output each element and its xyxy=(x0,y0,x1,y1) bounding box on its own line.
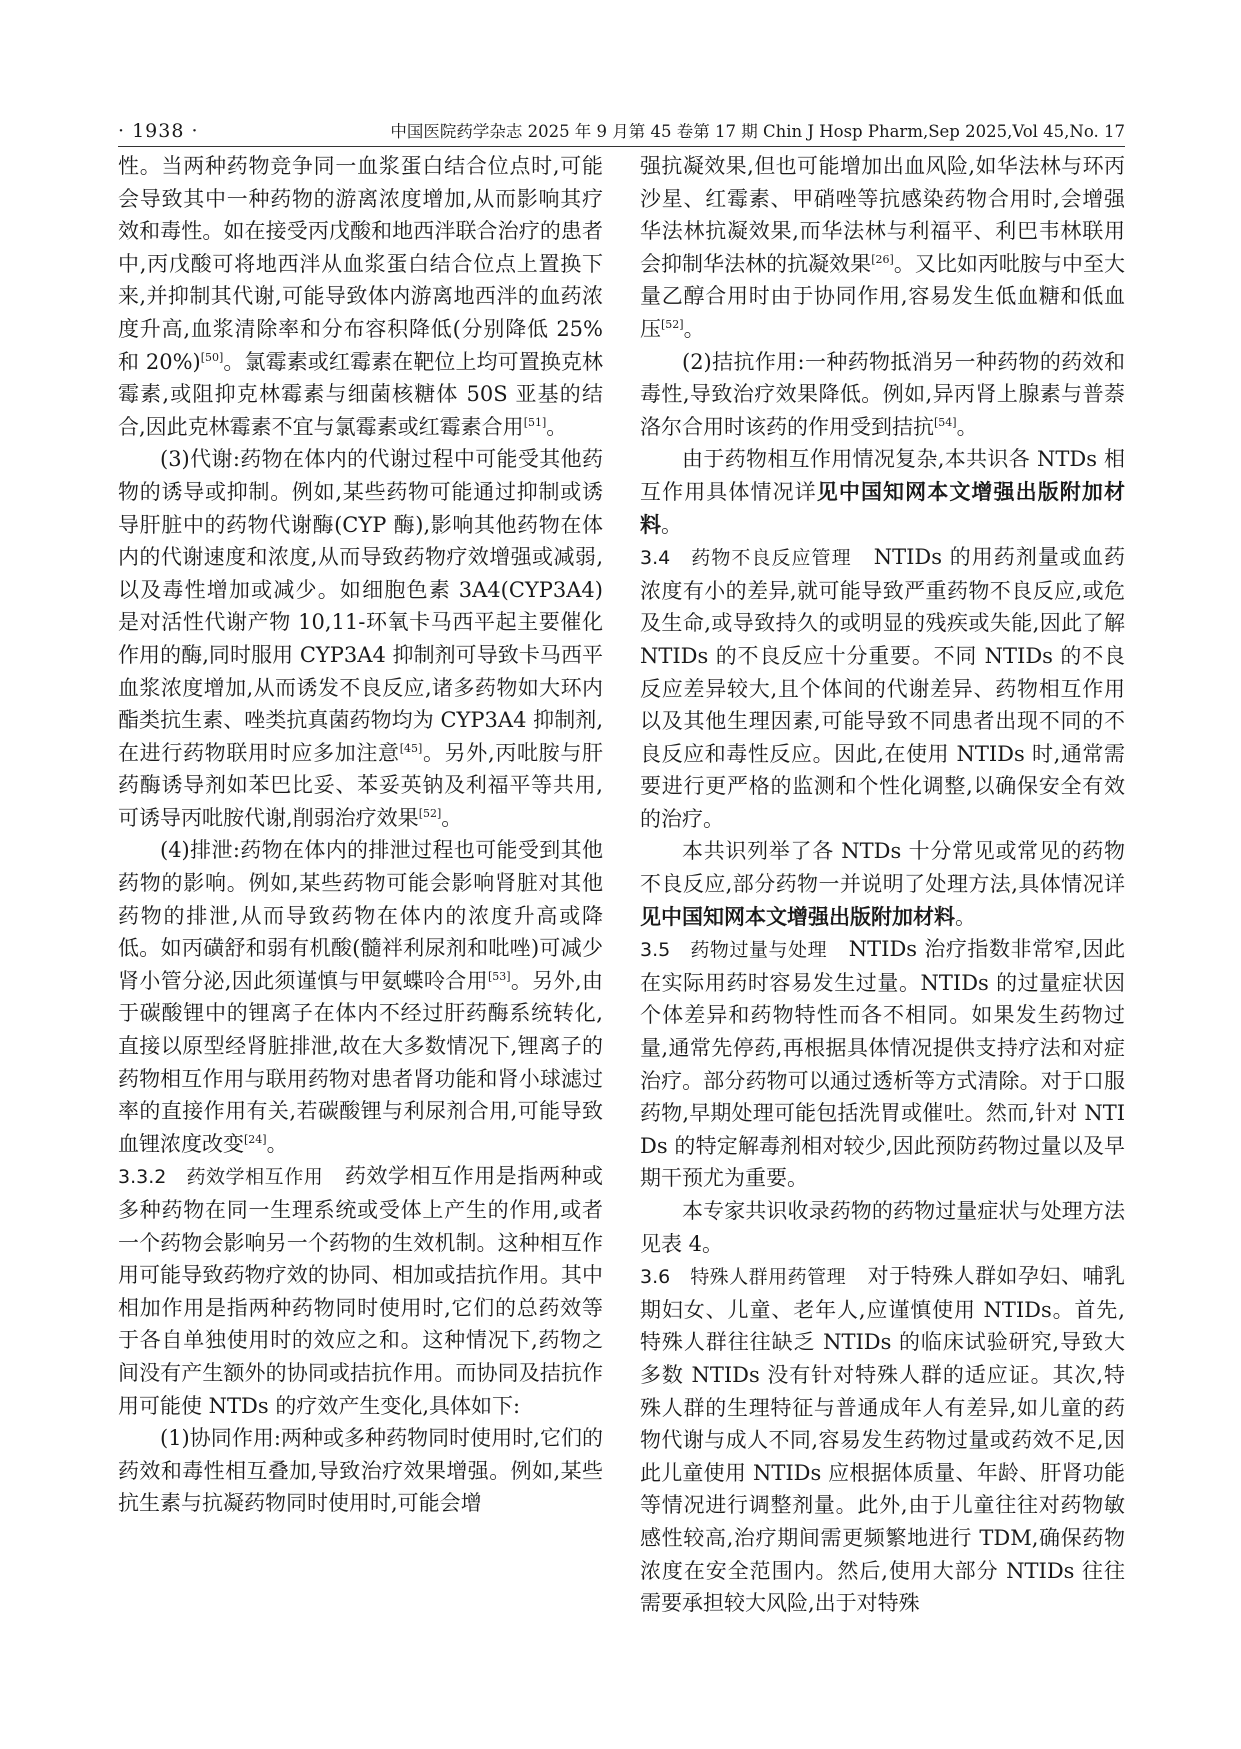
section-heading: 3.3.2 药效学相互作用 xyxy=(118,1166,324,1189)
paragraph: 本共识列举了各 NTDs 十分常见或常见的药物不良反应,部分药物一并说明了处理方法,具体情况详见中国知网本文增强出版附加材料。 xyxy=(640,839,1125,929)
section-paragraph: 3.6 特殊人群用药管理 对于特殊人群如孕妇、哺乳期妇女、儿童、老年人,应谨慎使用 NTIDs。首先,特殊人群往往缺乏 NTIDs 的临床试验研究,导致大多数 NTIDs 没有针对特殊人群的适应证。其次,特殊人群的生理特征与普通成年人有差异,如儿童的药物代谢与成人不同,容易发生药物过量或药效不足,因此儿童使用 NTIDs 应根据体质量、年龄、肝肾功能等情况进行调整剂量。此外,由于儿童往往对药物敏感性较高,治疗期间需更频繁地进行 TDM,确保药物浓度在安全范围内。然后,使用大部分 NTIDs 往往需要承担较大风险,出于对特殊 xyxy=(640,1264,1125,1616)
citation-ref: [54] xyxy=(934,415,957,429)
citation-ref: [26] xyxy=(871,252,894,266)
citation-ref: [50] xyxy=(200,350,224,364)
journal-citation: 中国医院药学杂志 2025 年 9 月第 45 卷第 17 期 Chin J Hosp Pharm,Sep 2025,Vol 45,No. 17 xyxy=(390,122,1125,141)
supplement-link-text: 见中国知网本文增强出版附加材料 xyxy=(640,479,1125,537)
citation-ref: [45] xyxy=(399,741,423,755)
right-column xyxy=(640,150,1125,1690)
paragraph: (4)排泄:药物在体内的排泄过程也可能受到其他药物的影响。例如,某些药物可能会影响肾脏对其他药物的排泄,从而导致药物在体内的浓度升高或降低。如丙磺舒和弱有机酸(髓袢利尿剂和吡唑)可减少肾小管分泌,因此须谨慎与甲氨蝶呤合用[53]。另外,由于碳酸锂中的锂离子在体内不经过肝药酶系统转化,直接以原型经肾脏排泄,故在大多数情况下,锂离子的药物相互作用与联用药物对患者肾功能和肾小球滤过率的直接作用有关,若碳酸锂与利尿剂合用,可能导致血锂浓度改变[24]。 xyxy=(118,838,603,1156)
section-paragraph: 3.3.2 药效学相互作用 药效学相互作用是指两种或多种药物在同一生理系统或受体上产生的作用,或者一个药物会影响另一个药物的生效机制。这种相互作用可能导致药物疗效的协同、相加或拮抗作用。其中相加作用是指两种药物同时使用时,它们的总药效等于各自单独使用时的效应之和。这种情况下,药物之间没有产生额外的协同或拮抗作用。而协同及拮抗作用可能使 NTDs 的疗效产生变化,具体如下: xyxy=(118,1164,603,1418)
paragraph: (1)协同作用:两种或多种药物同时使用时,它们的药效和毒性相互叠加,导致治疗效果增强。例如,某些抗生素与抗凝药物同时使用时,可能会增 xyxy=(118,1426,603,1516)
supplement-link-text: 见中国知网本文增强出版附加材料 xyxy=(640,904,955,929)
section-paragraph: 3.5 药物过量与处理 NTIDs 治疗指数非常窄,因此在实际用药时容易发生过量。NTIDs 的过量症状因个体差异和药物特性而各不相同。如果发生药物过量,通常先停药,再根据具体情况提供支持疗法和对症治疗。部分药物可以通过透析等方式清除。对于口服药物,早期处理可能包括洗胃或催吐。然而,针对 NTIDs 的特定解毒剂相对较少,因此预防药物过量以及早期干预尤为重要。 xyxy=(640,937,1125,1191)
citation-ref: [51] xyxy=(523,415,547,429)
citation-ref: [52] xyxy=(661,317,684,331)
left-column xyxy=(118,150,603,1690)
paragraph: (2)拮抗作用:一种药物抵消另一种药物的药效和毒性,导致治疗效果降低。例如,异丙肾上腺素与普萘洛尔合用时该药的作用受到拮抗[54]。 xyxy=(640,349,1125,439)
paragraph: 性。当两种药物竞争同一血浆蛋白结合位点时,可能会导致其中一种药物的游离浓度增加,从而影响其疗效和毒性。如在接受丙戊酸和地西泮联合治疗的患者中,丙戊酸可将地西泮从血浆蛋白结合位点上置换下来,并抑制其代谢,可能导致体内游离地西泮的血药浓度升高,血浆清除率和分布容积降低(分别降低 25% 和 20%)[50]。氯霉素或红霉素在靶位上均可置换克林霉素,或阻抑克林霉素与细菌核糖体 50S 亚基的结合,因此克林霉素不宜与氯霉素或红霉素合用[51]。 xyxy=(118,154,603,439)
paragraph: (3)代谢:药物在体内的代谢过程中可能受其他药物的诱导或抑制。例如,某些药物可能通过抑制或诱导肝脏中的药物代谢酶(CYP 酶),影响其他药物在体内的代谢速度和浓度,从而导致药物疗效增强或减弱,以及毒性增加或减少。如细胞色素 3A4(CYP3A4)是对活性代谢产物 10,11-环氧卡马西平起主要催化作用的酶,同时服用 CYP3A4 抑制剂可导致卡马西平血浆浓度增加,从而诱发不良反应,诸多药物如大环内酯类抗生素、唑类抗真菌药物均为 CYP3A4 抑制剂,在进行药物联用时应多加注意[45]。另外,丙吡胺与肝药酶诱导剂如苯巴比妥、苯妥英钠及利福平等共用,可诱导丙吡胺代谢,削弱治疗效果[52]。 xyxy=(118,447,603,830)
citation-ref: [24] xyxy=(244,1132,267,1146)
citation-ref: [53] xyxy=(487,969,511,983)
section-paragraph: 3.4 药物不良反应管理 NTIDs 的用药剂量或血药浓度有小的差异,就可能导致严重药物不良反应,或危及生命,或导致持久的或明显的残疾或失能,因此了解 NTIDs 的不良反应十分重要。不同 NTIDs 的不良反应差异较大,且个体间的代谢差异、药物相互作用以及其他生理因素,可能导致不同患者出现不同的不良反应和毒性反应。因此,在使用 NTIDs 时,通常需要进行更严格的监测和个性化调整,以确保安全有效的治疗。 xyxy=(640,545,1125,831)
section-heading: 3.6 特殊人群用药管理 xyxy=(640,1266,847,1289)
section-heading: 3.4 药物不良反应管理 xyxy=(640,547,852,570)
paragraph: 强抗凝效果,但也可能增加出血风险,如华法林与环丙沙星、红霉素、甲硝唑等抗感染药物合用时,会增强华法林抗凝效果,而华法林与利福平、利巴韦林联用会抑制华法林的抗凝效果[26]。又比如丙吡胺与中至大量乙醇合用时由于协同作用,容易发生低血糖和低血压[52]。 xyxy=(640,154,1125,341)
page-number: · 1938 · xyxy=(118,120,199,142)
section-heading: 3.5 药物过量与处理 xyxy=(640,939,828,962)
running-header xyxy=(118,112,1125,147)
citation-ref: [52] xyxy=(418,806,442,820)
paragraph: 本专家共识收录药物的药物过量症状与处理方法见表 4。 xyxy=(640,1199,1125,1256)
paragraph: 由于药物相互作用情况复杂,本共识各 NTDs 相互作用具体情况详见中国知网本文增强出版附加材料。 xyxy=(640,447,1125,537)
